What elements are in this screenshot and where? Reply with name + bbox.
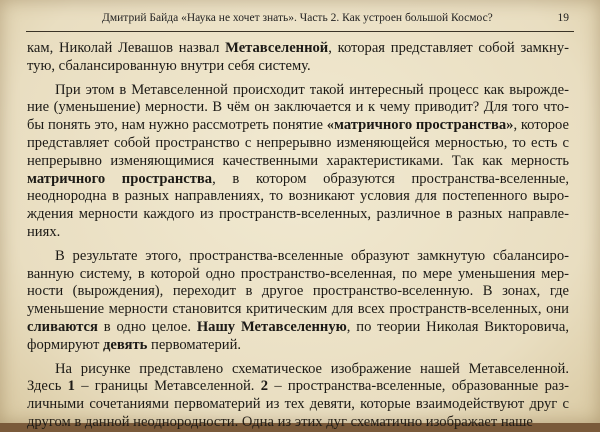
text-run: В результате этого, пространства-вселенные образуют замкнутую сбалансированную систему, в которой одно пространство-вселенная, по мере уменьшения мерности (вырождения), переходит в другое пространство-вселенную. В зонах, где уменьшение мерности становится критическим для всех пространств-вселенных, они: [27, 247, 569, 318]
bold-term: 2: [260, 378, 269, 395]
page-number: 19: [557, 12, 569, 24]
text-run: При этом в Метавселенной происходит такой интересный процесс как вырождение (уменьшение) мерности. В чём он заключается и к чему приводит? Для того чтобы понять это, нам нужно рассмотреть понятие: [27, 81, 569, 134]
bold-term: сливаются: [27, 318, 98, 335]
paragraph-p1: [27, 40, 569, 76]
paragraph-p3: [27, 248, 569, 355]
running-header: [0, 0, 600, 36]
text-run: , которое представляет собой пространство с непрерывно изменяющейся мерностью, то есть с непрерывно изменяющимися качественными характеристиками. Так как мерность: [27, 117, 570, 169]
text-run: , которая представляет собой замкнутую, сбалансированную внутри себя систему.: [27, 40, 569, 74]
bold-term: Нашу Метавселенную: [196, 318, 347, 335]
body-text: [27, 40, 569, 432]
paragraph-p2: [27, 82, 569, 242]
header-title: Дмитрий Байда «Наука не хочет знать». Часть 2. Как устроен большой Космос?: [102, 12, 493, 24]
text-run: , по теории Николая Викторовича, формируют: [27, 318, 569, 353]
header-rule: [26, 31, 574, 32]
bold-term: «матричного пространства»: [326, 117, 514, 134]
text-run: – границы Метавселенной.: [74, 378, 261, 395]
bold-term: 1: [67, 378, 75, 395]
text-run: На рисунке представлено схематическое изображение нашей Метавселенной. Здесь: [27, 360, 569, 395]
text-run: в одно целое.: [97, 318, 197, 335]
text-run: первоматерий.: [147, 336, 242, 353]
paragraph-p4: [27, 361, 569, 432]
bold-term: матричного пространства: [27, 170, 213, 187]
bold-term: девять: [103, 336, 148, 353]
text-run: – пространства-вселенные, образованные различными сочетаниями первоматерий из тех девяти, которые взаимодействуют друг с другом в данной неоднородности. Одна из этих дуг схематично изображает наше: [27, 378, 569, 430]
text-run: , в котором образуются пространства-вселенные, неоднородна в разных направлениях, то возникают условия для постепенного вырождения мерности каждого из пространств-вселенных, различное в разных направлениях.: [27, 170, 569, 240]
text-run: кам, Николай Левашов назвал: [27, 40, 226, 56]
bold-term: Метавселенной: [225, 40, 329, 56]
